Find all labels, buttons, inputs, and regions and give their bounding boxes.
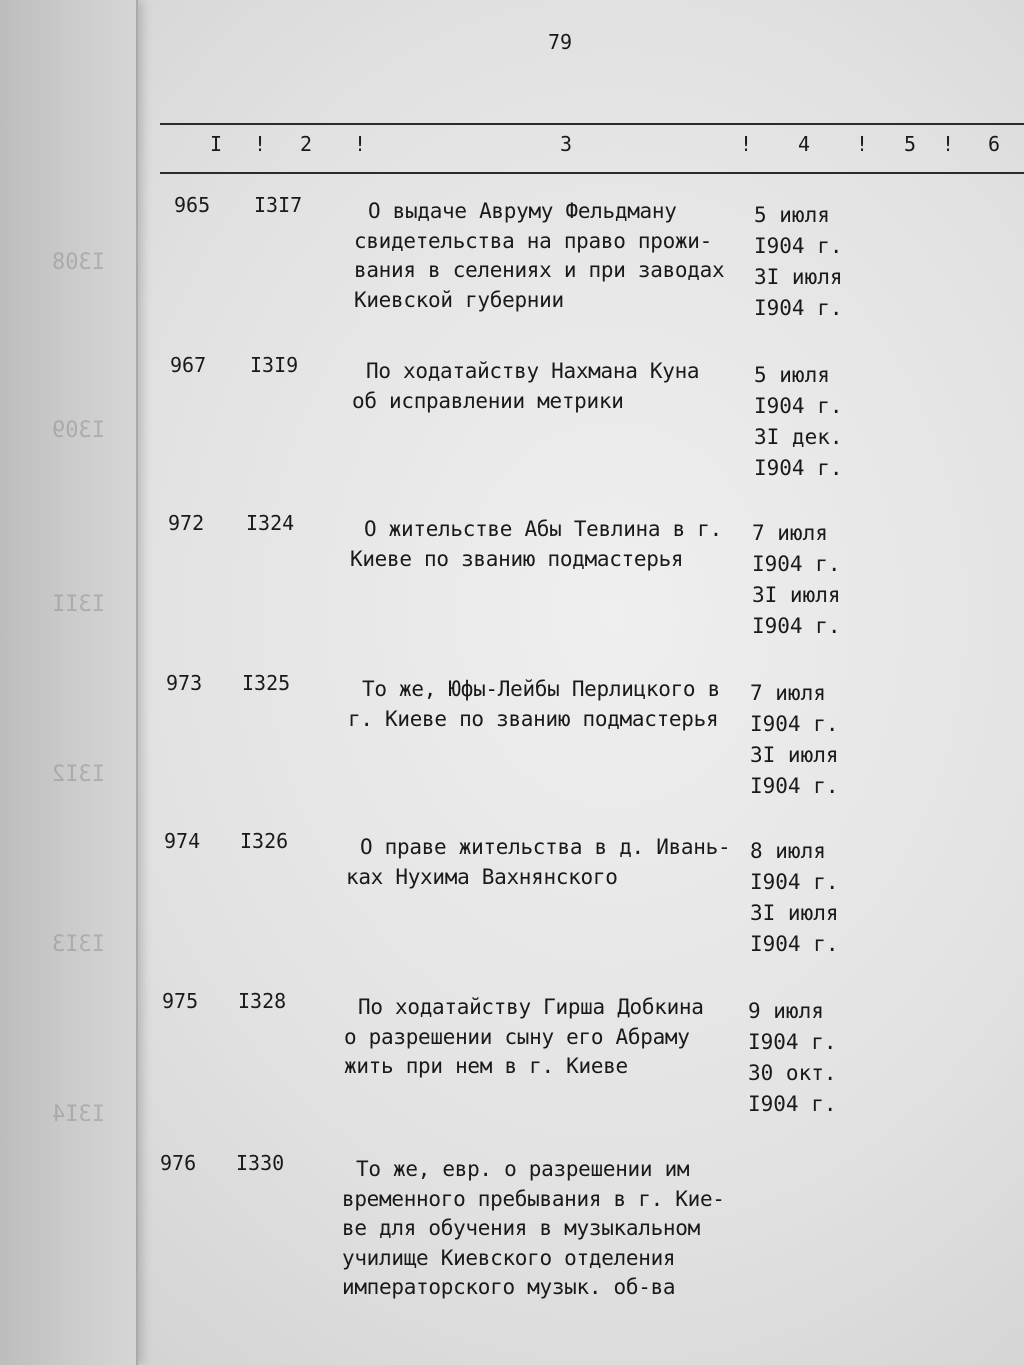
previous-page-edge <box>0 0 138 1365</box>
record-number: 965 <box>174 193 211 217</box>
record-title-line: свидетельства на право прожи- <box>354 228 712 253</box>
bleed-through-number: I3I2 <box>52 762 105 787</box>
record-date-line: 3I июля <box>754 265 843 289</box>
column-separator: ! <box>942 132 955 156</box>
record-date-line: 5 июля <box>754 203 830 227</box>
file-number: I3I7 <box>254 193 303 217</box>
column-header-4: 4 <box>798 132 811 156</box>
column-header-2: 2 <box>300 132 313 156</box>
column-header-3: 3 <box>560 132 573 156</box>
record-number: 967 <box>170 353 207 377</box>
record-title-line: По ходатайству Гирша Добкина <box>358 995 704 1019</box>
record-number: 974 <box>164 829 201 853</box>
record-date-line: I904 г. <box>750 932 839 956</box>
record-title-line: императорского музык. об-ва <box>342 1275 676 1299</box>
record-title-line: училище Киевского отделения <box>342 1245 676 1270</box>
column-separator: ! <box>740 132 753 156</box>
table-header-rule <box>160 172 1024 174</box>
file-number: I330 <box>236 1151 285 1175</box>
record-date-line: I904 г. <box>754 296 843 320</box>
record-title-line: об исправлении метрики <box>352 388 624 413</box>
record-date-line: 3I июля <box>750 901 839 925</box>
page-number: 79 <box>548 30 573 54</box>
record-date-line: I904 г. <box>748 1030 837 1054</box>
record-date-line: I904 г. <box>752 614 841 638</box>
record-title-line: О жительстве Абы Тевлина в г. <box>364 517 722 541</box>
record-title-line: жить при нем в г. Киеве <box>344 1054 628 1078</box>
record-title-line: временного пребывания в г. Кие- <box>342 1186 725 1211</box>
record-date-line: 5 июля <box>754 363 830 387</box>
record-date-line: I904 г. <box>750 870 839 894</box>
record-number: 976 <box>160 1151 197 1175</box>
file-number: I324 <box>246 511 295 535</box>
record-date-line: 3I июля <box>750 743 839 767</box>
table-top-rule <box>160 123 1024 125</box>
record-number: 973 <box>166 671 203 695</box>
bleed-through-number: I3II <box>52 592 105 617</box>
record-title-line: Киевской губернии <box>354 287 564 312</box>
record-date-line: 8 июля <box>750 839 826 863</box>
record-date-line: 7 июля <box>750 681 826 705</box>
record-title-line: вания в селениях и при заводах <box>354 258 725 282</box>
record-date-line: 3I июля <box>752 583 841 607</box>
column-separator: ! <box>254 132 267 156</box>
bleed-through-number: I308 <box>52 250 105 275</box>
file-number: I326 <box>240 829 289 853</box>
record-date-line: I904 г. <box>752 552 841 576</box>
record-number: 975 <box>162 989 199 1013</box>
file-number: I328 <box>238 989 287 1013</box>
bleed-through-number: I309 <box>52 418 105 443</box>
record-title-line: г. Киеве по званию подмастерья <box>348 706 719 731</box>
column-separator: ! <box>354 132 367 156</box>
bleed-through-number: I3I3 <box>52 932 105 957</box>
record-date-line: I904 г. <box>754 394 843 418</box>
record-date-line: 7 июля <box>752 521 828 545</box>
record-date-line: 9 июля <box>748 999 824 1023</box>
record-date-line: I904 г. <box>750 712 839 736</box>
record-title-line: О праве жительства в д. Ивань- <box>360 835 731 859</box>
record-title-line: о разрешении сыну его Абраму <box>344 1024 690 1049</box>
record-number: 972 <box>168 511 205 535</box>
file-number: I3I9 <box>250 353 299 377</box>
record-date-line: I904 г. <box>750 774 839 798</box>
column-header-1: I <box>210 132 223 156</box>
record-date-line: 30 окт. <box>748 1061 837 1085</box>
column-separator: ! <box>856 132 869 156</box>
column-header-5: 5 <box>904 132 917 156</box>
record-title-line: ве для обучения в музыкальном <box>342 1216 700 1240</box>
record-title-line: ках Нухима Вахнянского <box>346 864 618 889</box>
bleed-through-number: I3I4 <box>52 1102 105 1127</box>
column-header-6: 6 <box>988 132 1001 156</box>
record-date-line: 3I дек. <box>754 425 843 449</box>
record-date-line: I904 г. <box>748 1092 837 1116</box>
record-title-line: Киеве по званию подмастерья <box>350 546 684 571</box>
record-title-line: О выдаче Авруму Фельдману <box>368 199 677 223</box>
record-title-line: То же, Юфы-Лейбы Перлицкого в <box>362 677 720 701</box>
record-date-line: I904 г. <box>754 456 843 480</box>
record-title-line: То же, евр. о разрешении им <box>356 1157 690 1181</box>
record-title-line: По ходатайству Нахмана Куна <box>366 359 700 383</box>
file-number: I325 <box>242 671 291 695</box>
record-date-line: I904 г. <box>754 234 843 258</box>
